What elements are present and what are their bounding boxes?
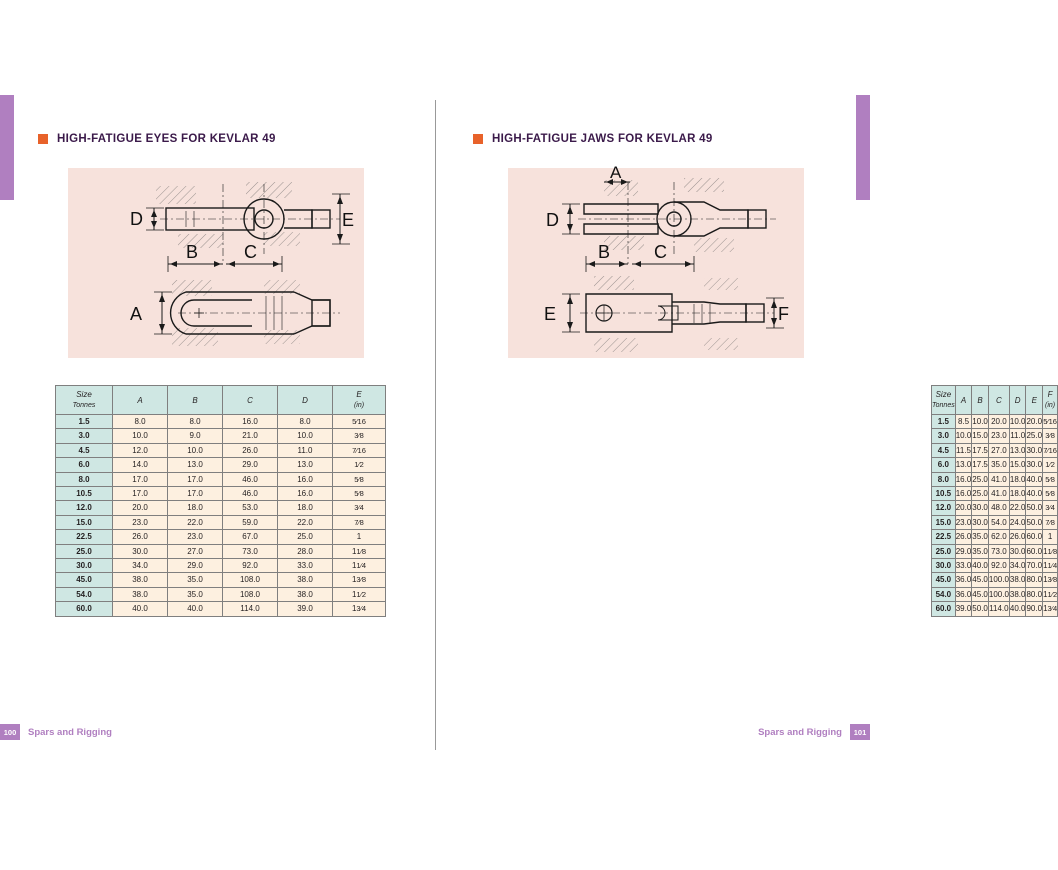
- col-header-size: Size Tonnes: [56, 386, 113, 415]
- cell-size: 1.5: [932, 415, 956, 429]
- svg-text:F: F: [778, 304, 789, 324]
- table-row: [56, 530, 386, 544]
- cell-size: 22.5: [56, 530, 113, 544]
- cell-value: 11.0: [278, 443, 333, 457]
- cell-value: 53.0: [223, 501, 278, 515]
- cell-value: 30.0: [1026, 443, 1043, 457]
- cell-value: 20.0: [113, 501, 168, 515]
- cell-size: 22.5: [932, 530, 956, 544]
- cell-value: 36.0: [955, 573, 972, 587]
- square-bullet-icon: [473, 134, 483, 144]
- cell-value: 108.0: [223, 573, 278, 587]
- cell-value: 38.0: [113, 587, 168, 601]
- cell-value: 11⁄4: [333, 559, 386, 573]
- cell-value: 73.0: [223, 544, 278, 558]
- cell-value: 15.0: [972, 429, 989, 443]
- right-table-wrapper: [931, 385, 1058, 617]
- cell-value: 114.0: [988, 602, 1009, 616]
- cell-value: 34.0: [1009, 559, 1026, 573]
- cell-size: 4.5: [932, 443, 956, 457]
- svg-text:A: A: [610, 163, 622, 182]
- cell-value: 5⁄8: [1043, 487, 1058, 501]
- cell-size: 25.0: [932, 544, 956, 558]
- cell-value: 20.0: [988, 415, 1009, 429]
- cell-value: 100.0: [988, 573, 1009, 587]
- col-header-d: D: [278, 386, 333, 415]
- cell-value: 16.0: [278, 472, 333, 486]
- cell-value: 38.0: [1009, 587, 1026, 601]
- table-row: [56, 458, 386, 472]
- right-page-number: 101: [850, 724, 870, 740]
- cell-value: 5⁄8: [1043, 472, 1058, 486]
- square-bullet-icon: [38, 134, 48, 144]
- cell-value: 16.0: [223, 415, 278, 429]
- cell-value: 11⁄4: [1043, 559, 1058, 573]
- cell-value: 11⁄2: [1043, 587, 1058, 601]
- cell-value: 40.0: [168, 602, 223, 616]
- cell-size: 6.0: [56, 458, 113, 472]
- right-diagram-panel: [508, 163, 804, 358]
- cell-value: 45.0: [972, 573, 989, 587]
- cell-value: 50.0: [972, 602, 989, 616]
- cell-value: 41.0: [988, 487, 1009, 501]
- left-diagram-panel: [68, 168, 364, 358]
- cell-value: 5⁄8: [333, 487, 386, 501]
- cell-size: 54.0: [56, 587, 113, 601]
- svg-text:B: B: [186, 242, 199, 262]
- cell-value: 100.0: [988, 587, 1009, 601]
- eyes-table-body: [56, 415, 386, 617]
- right-heading-text: HIGH-FATIGUE JAWS FOR KEVLAR 49: [492, 133, 713, 145]
- svg-text:B: B: [598, 242, 611, 262]
- cell-size: 15.0: [932, 515, 956, 529]
- cell-value: 15.0: [1009, 458, 1026, 472]
- table-row: [932, 559, 1058, 573]
- cell-size: 60.0: [932, 602, 956, 616]
- cell-value: 35.0: [168, 587, 223, 601]
- cell-value: 39.0: [955, 602, 972, 616]
- cell-value: 90.0: [1026, 602, 1043, 616]
- cell-value: 7⁄16: [333, 443, 386, 457]
- cell-value: 17.5: [972, 458, 989, 472]
- cell-value: 25.0: [972, 472, 989, 486]
- left-page: [0, 0, 435, 870]
- cell-value: 5⁄16: [333, 415, 386, 429]
- cell-value: 16.0: [955, 487, 972, 501]
- cell-value: 3⁄8: [333, 429, 386, 443]
- cell-value: 25.0: [1026, 429, 1043, 443]
- cell-value: 12.0: [113, 443, 168, 457]
- cell-value: 18.0: [1009, 472, 1026, 486]
- cell-value: 16.0: [955, 472, 972, 486]
- cell-value: 59.0: [223, 515, 278, 529]
- cell-value: 1⁄2: [1043, 458, 1058, 472]
- cell-value: 23.0: [988, 429, 1009, 443]
- cell-size: 25.0: [56, 544, 113, 558]
- cell-value: 1: [333, 530, 386, 544]
- cell-value: 17.5: [972, 443, 989, 457]
- cell-value: 13⁄8: [1043, 573, 1058, 587]
- left-page-number: 100: [0, 724, 20, 740]
- cell-value: 11⁄8: [333, 544, 386, 558]
- cell-value: 1⁄2: [333, 458, 386, 472]
- col-header-e: E (in): [333, 386, 386, 415]
- jaws-spec-table: [931, 385, 1058, 617]
- col-header-c: C: [223, 386, 278, 415]
- cell-value: 5⁄16: [1043, 415, 1058, 429]
- table-row: [56, 559, 386, 573]
- cell-value: 30.0: [1026, 458, 1043, 472]
- table-row: [932, 472, 1058, 486]
- table-row: [56, 429, 386, 443]
- cell-value: 26.0: [955, 530, 972, 544]
- cell-value: 28.0: [278, 544, 333, 558]
- table-row: [56, 573, 386, 587]
- svg-text:E: E: [342, 210, 355, 230]
- cell-value: 40.0: [972, 559, 989, 573]
- cell-size: 10.5: [56, 487, 113, 501]
- cell-value: 46.0: [223, 472, 278, 486]
- cell-value: 25.0: [972, 487, 989, 501]
- cell-value: 20.0: [955, 501, 972, 515]
- cell-value: 13.0: [168, 458, 223, 472]
- jaw-terminal-drawing: [508, 163, 804, 358]
- cell-value: 18.0: [168, 501, 223, 515]
- col-header-e: E: [1026, 386, 1043, 415]
- cell-value: 26.0: [1009, 530, 1026, 544]
- cell-value: 29.0: [223, 458, 278, 472]
- table-row: [932, 487, 1058, 501]
- col-header-b: B: [168, 386, 223, 415]
- svg-text:C: C: [654, 242, 667, 262]
- cell-size: 4.5: [56, 443, 113, 457]
- left-section-heading: [38, 133, 276, 145]
- svg-text:A: A: [130, 304, 143, 324]
- cell-value: 23.0: [955, 515, 972, 529]
- cell-size: 30.0: [56, 559, 113, 573]
- cell-value: 80.0: [1026, 587, 1043, 601]
- cell-value: 114.0: [223, 602, 278, 616]
- cell-value: 17.0: [168, 487, 223, 501]
- cell-value: 14.0: [113, 458, 168, 472]
- cell-value: 11.5: [955, 443, 972, 457]
- svg-text:C: C: [244, 242, 257, 262]
- cell-value: 8.5: [955, 415, 972, 429]
- cell-value: 21.0: [223, 429, 278, 443]
- table-row: [56, 415, 386, 429]
- cell-value: 7⁄8: [1043, 515, 1058, 529]
- cell-value: 62.0: [988, 530, 1009, 544]
- table-header-row: [56, 386, 386, 415]
- cell-value: 11⁄2: [333, 587, 386, 601]
- cell-value: 11.0: [1009, 429, 1026, 443]
- cell-value: 30.0: [972, 515, 989, 529]
- cell-value: 80.0: [1026, 573, 1043, 587]
- cell-size: 30.0: [932, 559, 956, 573]
- cell-value: 3⁄8: [1043, 429, 1058, 443]
- table-row: [932, 587, 1058, 601]
- cell-value: 70.0: [1026, 559, 1043, 573]
- table-row: [56, 587, 386, 601]
- col-header-size: Size Tonnes: [932, 386, 956, 415]
- col-header-b: B: [972, 386, 989, 415]
- cell-value: 33.0: [955, 559, 972, 573]
- table-row: [932, 530, 1058, 544]
- table-row: [932, 415, 1058, 429]
- col-header-d: D: [1009, 386, 1026, 415]
- cell-size: 60.0: [56, 602, 113, 616]
- cell-value: 10.0: [955, 429, 972, 443]
- table-row: [932, 458, 1058, 472]
- cell-value: 24.0: [1009, 515, 1026, 529]
- cell-value: 67.0: [223, 530, 278, 544]
- right-section-heading: [473, 133, 713, 145]
- cell-value: 34.0: [113, 559, 168, 573]
- svg-text:D: D: [130, 209, 143, 229]
- cell-size: 12.0: [932, 501, 956, 515]
- cell-size: 45.0: [932, 573, 956, 587]
- cell-value: 9.0: [168, 429, 223, 443]
- cell-value: 10.0: [1009, 415, 1026, 429]
- cell-value: 7⁄8: [333, 515, 386, 529]
- table-row: [932, 515, 1058, 529]
- cell-value: 27.0: [988, 443, 1009, 457]
- cell-value: 26.0: [223, 443, 278, 457]
- cell-size: 10.5: [932, 487, 956, 501]
- cell-value: 108.0: [223, 587, 278, 601]
- eyes-spec-table: [55, 385, 386, 617]
- table-row: [932, 544, 1058, 558]
- cell-value: 48.0: [988, 501, 1009, 515]
- cell-value: 38.0: [278, 573, 333, 587]
- table-row: [932, 501, 1058, 515]
- svg-text:E: E: [544, 304, 557, 324]
- cell-size: 8.0: [56, 472, 113, 486]
- cell-size: 3.0: [56, 429, 113, 443]
- left-heading-text: HIGH-FATIGUE EYES FOR KEVLAR 49: [57, 133, 276, 145]
- cell-value: 7⁄16: [1043, 443, 1058, 457]
- cell-value: 40.0: [113, 602, 168, 616]
- cell-value: 30.0: [972, 501, 989, 515]
- table-header-row: [932, 386, 1058, 415]
- cell-value: 17.0: [113, 472, 168, 486]
- left-footer: [0, 724, 112, 740]
- table-row: [932, 602, 1058, 616]
- cell-value: 29.0: [168, 559, 223, 573]
- svg-text:D: D: [546, 210, 559, 230]
- left-table-wrapper: [55, 385, 386, 617]
- cell-value: 8.0: [168, 415, 223, 429]
- cell-value: 17.0: [168, 472, 223, 486]
- col-header-c: C: [988, 386, 1009, 415]
- cell-value: 3⁄4: [333, 501, 386, 515]
- cell-value: 13⁄4: [333, 602, 386, 616]
- cell-size: 45.0: [56, 573, 113, 587]
- cell-value: 36.0: [955, 587, 972, 601]
- table-row: [932, 443, 1058, 457]
- left-footer-label: Spars and Rigging: [28, 726, 112, 738]
- cell-value: 8.0: [278, 415, 333, 429]
- cell-value: 38.0: [113, 573, 168, 587]
- cell-value: 54.0: [988, 515, 1009, 529]
- table-row: [56, 501, 386, 515]
- cell-value: 25.0: [278, 530, 333, 544]
- cell-value: 10.0: [168, 443, 223, 457]
- cell-value: 60.0: [1026, 544, 1043, 558]
- cell-value: 33.0: [278, 559, 333, 573]
- right-page: [435, 0, 1058, 870]
- cell-value: 13⁄8: [333, 573, 386, 587]
- cell-value: 45.0: [972, 587, 989, 601]
- cell-value: 3⁄4: [1043, 501, 1058, 515]
- cell-value: 17.0: [113, 487, 168, 501]
- right-footer: [758, 724, 870, 740]
- cell-value: 11⁄8: [1043, 544, 1058, 558]
- cell-value: 50.0: [1026, 515, 1043, 529]
- cell-value: 35.0: [988, 458, 1009, 472]
- right-footer-label: Spars and Rigging: [758, 726, 842, 738]
- cell-value: 8.0: [113, 415, 168, 429]
- cell-size: 54.0: [932, 587, 956, 601]
- cell-value: 22.0: [168, 515, 223, 529]
- cell-value: 13.0: [955, 458, 972, 472]
- cell-value: 35.0: [972, 544, 989, 558]
- cell-value: 30.0: [1009, 544, 1026, 558]
- cell-value: 22.0: [278, 515, 333, 529]
- cell-value: 92.0: [223, 559, 278, 573]
- cell-value: 29.0: [955, 544, 972, 558]
- cell-value: 16.0: [278, 487, 333, 501]
- cell-size: 3.0: [932, 429, 956, 443]
- table-row: [56, 515, 386, 529]
- cell-value: 38.0: [278, 587, 333, 601]
- cell-value: 46.0: [223, 487, 278, 501]
- cell-value: 18.0: [278, 501, 333, 515]
- table-row: [56, 443, 386, 457]
- table-row: [56, 544, 386, 558]
- cell-value: 92.0: [988, 559, 1009, 573]
- cell-value: 30.0: [113, 544, 168, 558]
- cell-size: 8.0: [932, 472, 956, 486]
- table-row: [932, 573, 1058, 587]
- cell-value: 50.0: [1026, 501, 1043, 515]
- cell-value: 39.0: [278, 602, 333, 616]
- cell-value: 40.0: [1026, 472, 1043, 486]
- cell-value: 23.0: [168, 530, 223, 544]
- cell-value: 1: [1043, 530, 1058, 544]
- cell-value: 5⁄8: [333, 472, 386, 486]
- cell-value: 40.0: [1026, 487, 1043, 501]
- cell-value: 10.0: [278, 429, 333, 443]
- cell-value: 10.0: [113, 429, 168, 443]
- cell-value: 13.0: [278, 458, 333, 472]
- table-row: [56, 487, 386, 501]
- table-row: [932, 429, 1058, 443]
- cell-value: 35.0: [972, 530, 989, 544]
- cell-size: 1.5: [56, 415, 113, 429]
- cell-value: 27.0: [168, 544, 223, 558]
- cell-value: 41.0: [988, 472, 1009, 486]
- col-header-a: A: [113, 386, 168, 415]
- cell-value: 73.0: [988, 544, 1009, 558]
- table-row: [56, 472, 386, 486]
- cell-value: 26.0: [113, 530, 168, 544]
- cell-value: 35.0: [168, 573, 223, 587]
- jaws-table-body: [932, 415, 1058, 617]
- cell-value: 13.0: [1009, 443, 1026, 457]
- cell-value: 40.0: [1009, 602, 1026, 616]
- cell-value: 22.0: [1009, 501, 1026, 515]
- table-row: [56, 602, 386, 616]
- cell-value: 18.0: [1009, 487, 1026, 501]
- cell-size: 6.0: [932, 458, 956, 472]
- cell-value: 10.0: [972, 415, 989, 429]
- cell-size: 15.0: [56, 515, 113, 529]
- cell-value: 38.0: [1009, 573, 1026, 587]
- cell-size: 12.0: [56, 501, 113, 515]
- col-header-f: F (in): [1043, 386, 1058, 415]
- cell-value: 20.0: [1026, 415, 1043, 429]
- cell-value: 23.0: [113, 515, 168, 529]
- eye-terminal-drawing: [68, 168, 364, 358]
- cell-value: 60.0: [1026, 530, 1043, 544]
- col-header-a: A: [955, 386, 972, 415]
- cell-value: 13⁄4: [1043, 602, 1058, 616]
